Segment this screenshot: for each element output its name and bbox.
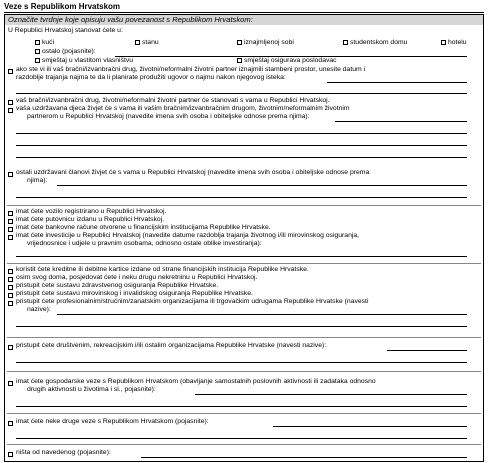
children-input-line[interactable] [16,157,467,158]
checkbox-vehicle[interactable] [8,211,13,216]
checkbox[interactable] [135,40,140,45]
children-input-line[interactable] [16,133,467,134]
item-children-line2: partnerom u Republici Hrvatskoj (navedite imena svih osoba i obiteljske odnose prema njima): [27,113,310,120]
professional-input-line[interactable] [16,326,467,327]
checkbox[interactable] [441,40,446,45]
item-economic-line2: drugih aktivnosti u životima i sl., pojasnite): [27,386,156,393]
checkbox[interactable] [35,58,40,63]
section-divider [7,205,481,206]
section-divider [7,371,481,372]
checkbox-bank[interactable] [8,227,13,232]
checkbox-economic[interactable] [8,381,13,386]
item-property: osim svog doma, posjedovat ćete i neku drugu nekretninu u Republici Hrvatskoj. [16,274,258,281]
form-box [4,14,484,462]
checkbox-cards[interactable] [8,269,13,274]
item-health: pristupit ćete sustavu zdravstvenog osiguranja Republike Hrvatske. [16,282,219,289]
section-divider [7,263,481,264]
instruction-header: Označite tvrdnje koje opisuju vašu povezanost s Republikom Hrvatskom: [5,15,483,25]
dependents-input-line[interactable] [57,185,467,186]
item-bank: imat ćete bankovne račune otvorene u financijskim institucijama Republike Hrvatske. [16,224,271,231]
checkbox-passport[interactable] [8,219,13,224]
checkbox[interactable] [343,40,348,45]
item-children-line1: vaša uzdržavana djeca živjet će s vama ili vašim bračnim/izvanbračnim drugom, životnim/neformalnim životnim [16,105,350,112]
children-input-line[interactable] [335,121,467,122]
option-stan[interactable]: stanu [135,39,159,47]
checkbox-rent[interactable] [8,69,13,74]
checkbox-partner[interactable] [8,100,13,105]
item-economic-line1: imat ćete gospodarske veze s Republikom Hrvatskom (obavljanje samostalnih poslovnih aktivnosti ili zadataka odnosno [16,378,376,385]
section-title: Veze s Republikom Hrvatskom [4,2,121,11]
item-rent-line1: ako ste vi ili vaš bračni/izvanbračni drug, životni/neformalni životni partner iznajmili stambeni prostor, unesite datum i [16,66,366,73]
children-input-line[interactable] [16,145,467,146]
item-investments-line1: imat ćete investicije u Republici Hrvatskoj (navedite datume razdoblja trajanja životnog i/ili mirovinskog osiguranja, [16,232,360,239]
checkbox-health[interactable] [8,285,13,290]
none-input-line[interactable] [141,457,467,458]
checkbox-children[interactable] [8,108,13,113]
item-passport: imat ćete putovnicu izdanu u Republici Hrvatskoj. [16,216,165,223]
social-input-line[interactable] [16,362,467,363]
checkbox-social[interactable] [8,345,13,350]
checkbox-dependents[interactable] [8,172,13,177]
item-investments-line2: vrijednosnice i udjele u pravnim osobama, odnosno ostale oblike investiranja): [27,240,262,247]
checkbox[interactable] [237,40,242,45]
checkbox-investments[interactable] [8,235,13,240]
title-divider [4,12,484,13]
option-hotel[interactable]: hotelu [441,39,467,47]
item-rent-line2: razdoblje trajanja najma te da li planirate produžiti ugovor o najmu nakon njegovog isteka: [16,74,286,81]
checkbox-none[interactable] [8,452,13,457]
section-divider [7,337,481,338]
rent-input-line[interactable] [16,93,467,94]
checkbox-other-links[interactable] [8,421,13,426]
option-smjestaj-vlasnik[interactable]: smještaj u vlastitom vlasništvu [35,57,133,65]
item-cards: koristit ćete kreditne ili debitne kartice izdane od strane financijskih institucija Republike Hrvatske. [16,266,309,273]
option-kuci[interactable]: kući [35,39,54,47]
rent-input-line[interactable] [327,82,467,83]
item-other-links: imat ćete neke druge veze s Republikom Hrvatskom (pojasnite): [16,418,209,425]
checkbox[interactable] [237,58,242,63]
item-dependents-line1: ostali uzdržavani članovi živjet će s vama u Republici Hrvatskoj (navedite imena svih osoba i obiteljske odnose prema [16,169,370,176]
professional-input-line[interactable] [57,314,467,315]
checkbox-property[interactable] [8,277,13,282]
dependents-input-line[interactable] [16,197,467,198]
option-soba[interactable]: iznajmljenoj sobi [237,39,294,47]
economic-input-line[interactable] [16,406,467,407]
item-pension: pristupit ćete sustavu mirovinskog i invalidskog osiguranja Republike Hrvatske. [16,290,253,297]
item-none: ništa od navedenog (pojasnite): [16,449,111,456]
option-ostalo[interactable]: ostalo (pojasnite): [35,48,96,56]
option-studentski-dom[interactable]: studentskom domu [343,39,407,47]
section-divider [7,444,481,445]
section-divider [7,413,481,414]
investments-input-line[interactable] [16,256,467,257]
item-social: pristupit ćete društvenim, rekreacijskim i/ili ostalim organizacijama Republike Hrvatske (navesti nazive): [16,342,327,349]
social-input-line[interactable] [387,350,467,351]
other-links-input-line[interactable] [273,426,467,427]
economic-input-line[interactable] [195,394,467,395]
item-professional-line2: nazive): [27,306,51,313]
item-partner: vaš bračni/izvanbračni drug, životni/neformalni životni partner će stanovati s vama u Republici Hrvatskoj. [16,97,330,104]
checkbox[interactable] [35,49,40,54]
other-links-input-line[interactable] [16,438,467,439]
checkbox[interactable] [35,40,40,45]
stay-label: U Republici Hrvatskoj stanovat ćete u: [8,27,123,34]
checkbox-professional[interactable] [8,301,13,306]
checkbox-pension[interactable] [8,293,13,298]
item-vehicle: imat ćete vozilo registrirano u Republici Hrvatskoj. [16,208,167,215]
item-professional-line1: pristupit ćete profesionalnim/strućnim/zanatskim organizacijama ili trgovačkim udrugama Republike Hrvatske (navesti [16,298,369,305]
option-smjestaj-poslodavac[interactable]: smještaj osigurava poslodavac [237,57,337,65]
item-dependents-line2: njima): [27,177,48,184]
